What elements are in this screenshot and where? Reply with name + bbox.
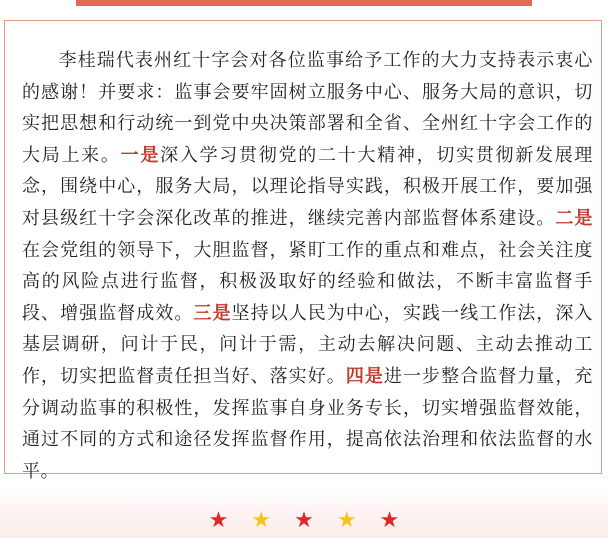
point-marker-third: 三是	[193, 302, 232, 324]
star-icon: ★	[208, 508, 237, 533]
point-marker-fourth: 四是	[345, 365, 384, 387]
text-segment: 深入学习贯彻党的二十大精神，切实贯彻新发展理念，围绕中心，服务大局，以理论指导实践，积极开展工作，要加强对县级红十字会深化改革的推进，继续完善内部监督体系建设。	[22, 144, 594, 229]
point-marker-second: 二是	[555, 207, 594, 229]
top-accent-bar	[76, 0, 532, 6]
star-icon: ★	[294, 508, 322, 533]
star-icon: ★	[336, 508, 365, 533]
star-icon: ★	[379, 508, 408, 533]
article-paragraph	[22, 45, 593, 487]
star-divider	[0, 508, 608, 534]
text-segment: 在会党组的领导下，大胆监督，紧盯工作的重点和难点，社会关注度高的风险点进行监督，积极汲取好的经验和做法，不断丰富监督手段、增强监督成效。	[22, 239, 593, 324]
article-text-box	[4, 20, 602, 482]
star-icon: ★	[251, 508, 280, 533]
text-segment: 李桂瑞代表州红十字会对各位监事给予工作的大力支持表示衷心的感谢！并要求：监事会要牢固树立服务中心、服务大局的意识，切实把思想和行动统一到党中央决策部署和全省、全州红十字会工作的大局上来。	[22, 50, 593, 166]
point-marker-first: 一是	[120, 144, 161, 166]
text-segment: 进一步整合监督力量，充分调动监事的积极性，发挥监事自身业务专长，切实增强监督效能，通过不同的方式和途径发挥监督作用，提高依法治理和依法监督的水平。	[22, 365, 593, 482]
text-segment: 坚持以人民为中心，实践一线工作法，深入基层调研，问计于民，问计于需，主动去解决问题、主动去推动工作，切实把监督责任担当好、落实好。	[22, 302, 594, 387]
